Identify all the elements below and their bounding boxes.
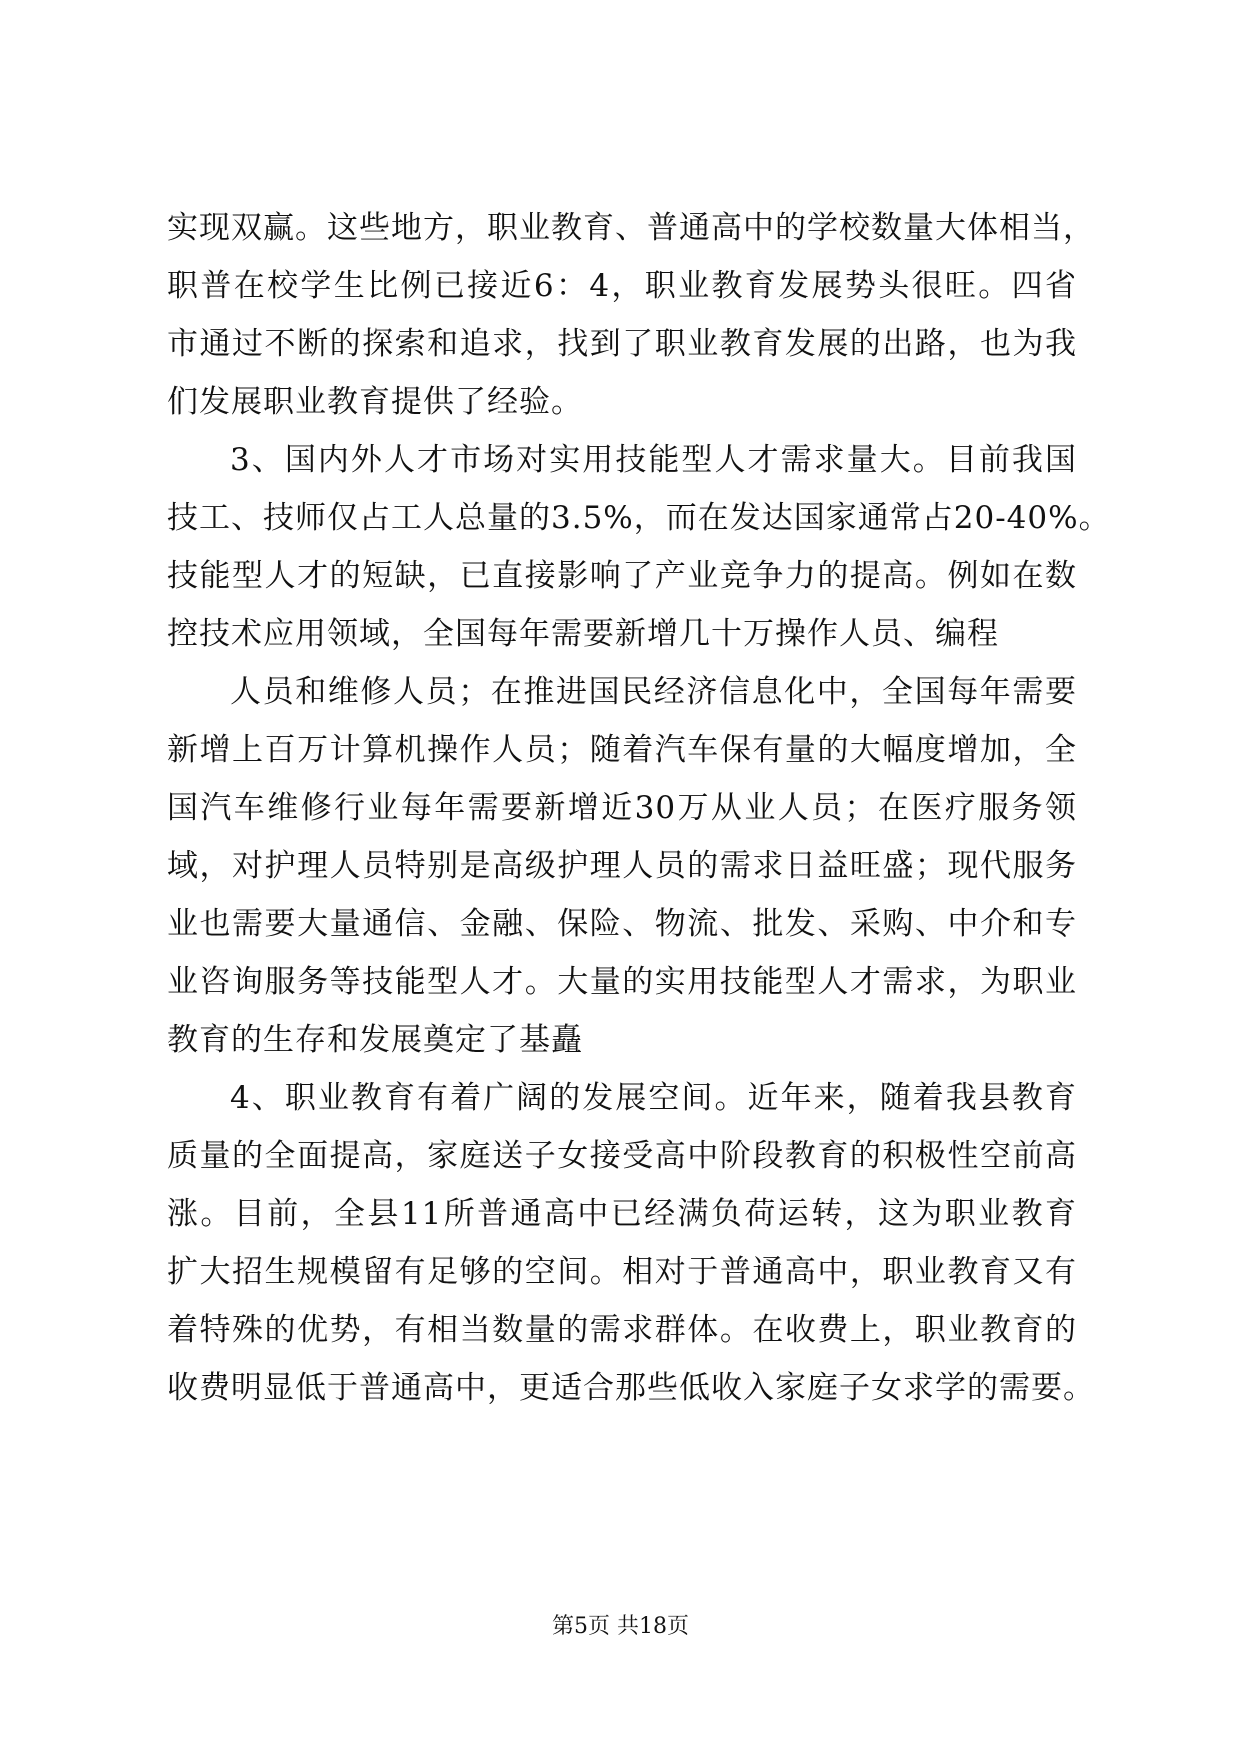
- text-line: 业咨询服务等技能型人才。大量的实用技能型人才需求，为职业: [167, 964, 1077, 1000]
- text-line: 技能型人才的短缺，已直接影响了产业竞争力的提高。例如在数: [167, 558, 1077, 594]
- text-line: 技工、技师仅占工人总量的3.5%，而在发达国家通常占20-40%。: [167, 500, 1111, 536]
- text-line: 教育的生存和发展奠定了基矗: [167, 1022, 583, 1058]
- text-line: 控技术应用领域，全国每年需要新增几十万操作人员、编程: [167, 616, 999, 652]
- page-number-footer: 第5页 共18页: [552, 1614, 689, 1639]
- text-line: 收费明显低于普通高中，更适合那些低收入家庭子女求学的需要。: [167, 1370, 1095, 1406]
- text-line: 涨。目前，全县11所普通高中已经满负荷运转，这为职业教育: [167, 1196, 1077, 1232]
- text-line: 着特殊的优势，有相当数量的需求群体。在收费上，职业教育的: [167, 1312, 1077, 1348]
- text-line: 新增上百万计算机操作人员；随着汽车保有量的大幅度增加，全: [167, 732, 1077, 768]
- text-line: 们发展职业教育提供了经验。: [167, 384, 583, 420]
- text-line: 人员和维修人员；在推进国民经济信息化中，全国每年需要: [230, 674, 1077, 710]
- text-line: 质量的全面提高，家庭送子女接受高中阶段教育的积极性空前高: [167, 1138, 1077, 1174]
- text-line: 3、国内外人才市场对实用技能型人才需求量大。目前我国: [230, 442, 1077, 478]
- text-line: 域，对护理人员特别是高级护理人员的需求日益旺盛；现代服务: [167, 848, 1077, 884]
- text-line: 扩大招生规模留有足够的空间。相对于普通高中，职业教育又有: [167, 1254, 1077, 1290]
- text-line: 4、职业教育有着广阔的发展空间。近年来，随着我县教育: [230, 1080, 1077, 1116]
- text-line: 国汽车维修行业每年需要新增近30万从业人员；在医疗服务领: [167, 790, 1077, 826]
- text-line: 业也需要大量通信、金融、保险、物流、批发、采购、中介和专: [167, 906, 1077, 942]
- text-line: 市通过不断的探索和追求，找到了职业教育发展的出路，也为我: [167, 326, 1077, 362]
- text-line: 职普在校学生比例已接近6：4，职业教育发展势头很旺。四省: [167, 268, 1077, 304]
- text-line: 实现双赢。这些地方，职业教育、普通高中的学校数量大体相当，: [167, 210, 1095, 246]
